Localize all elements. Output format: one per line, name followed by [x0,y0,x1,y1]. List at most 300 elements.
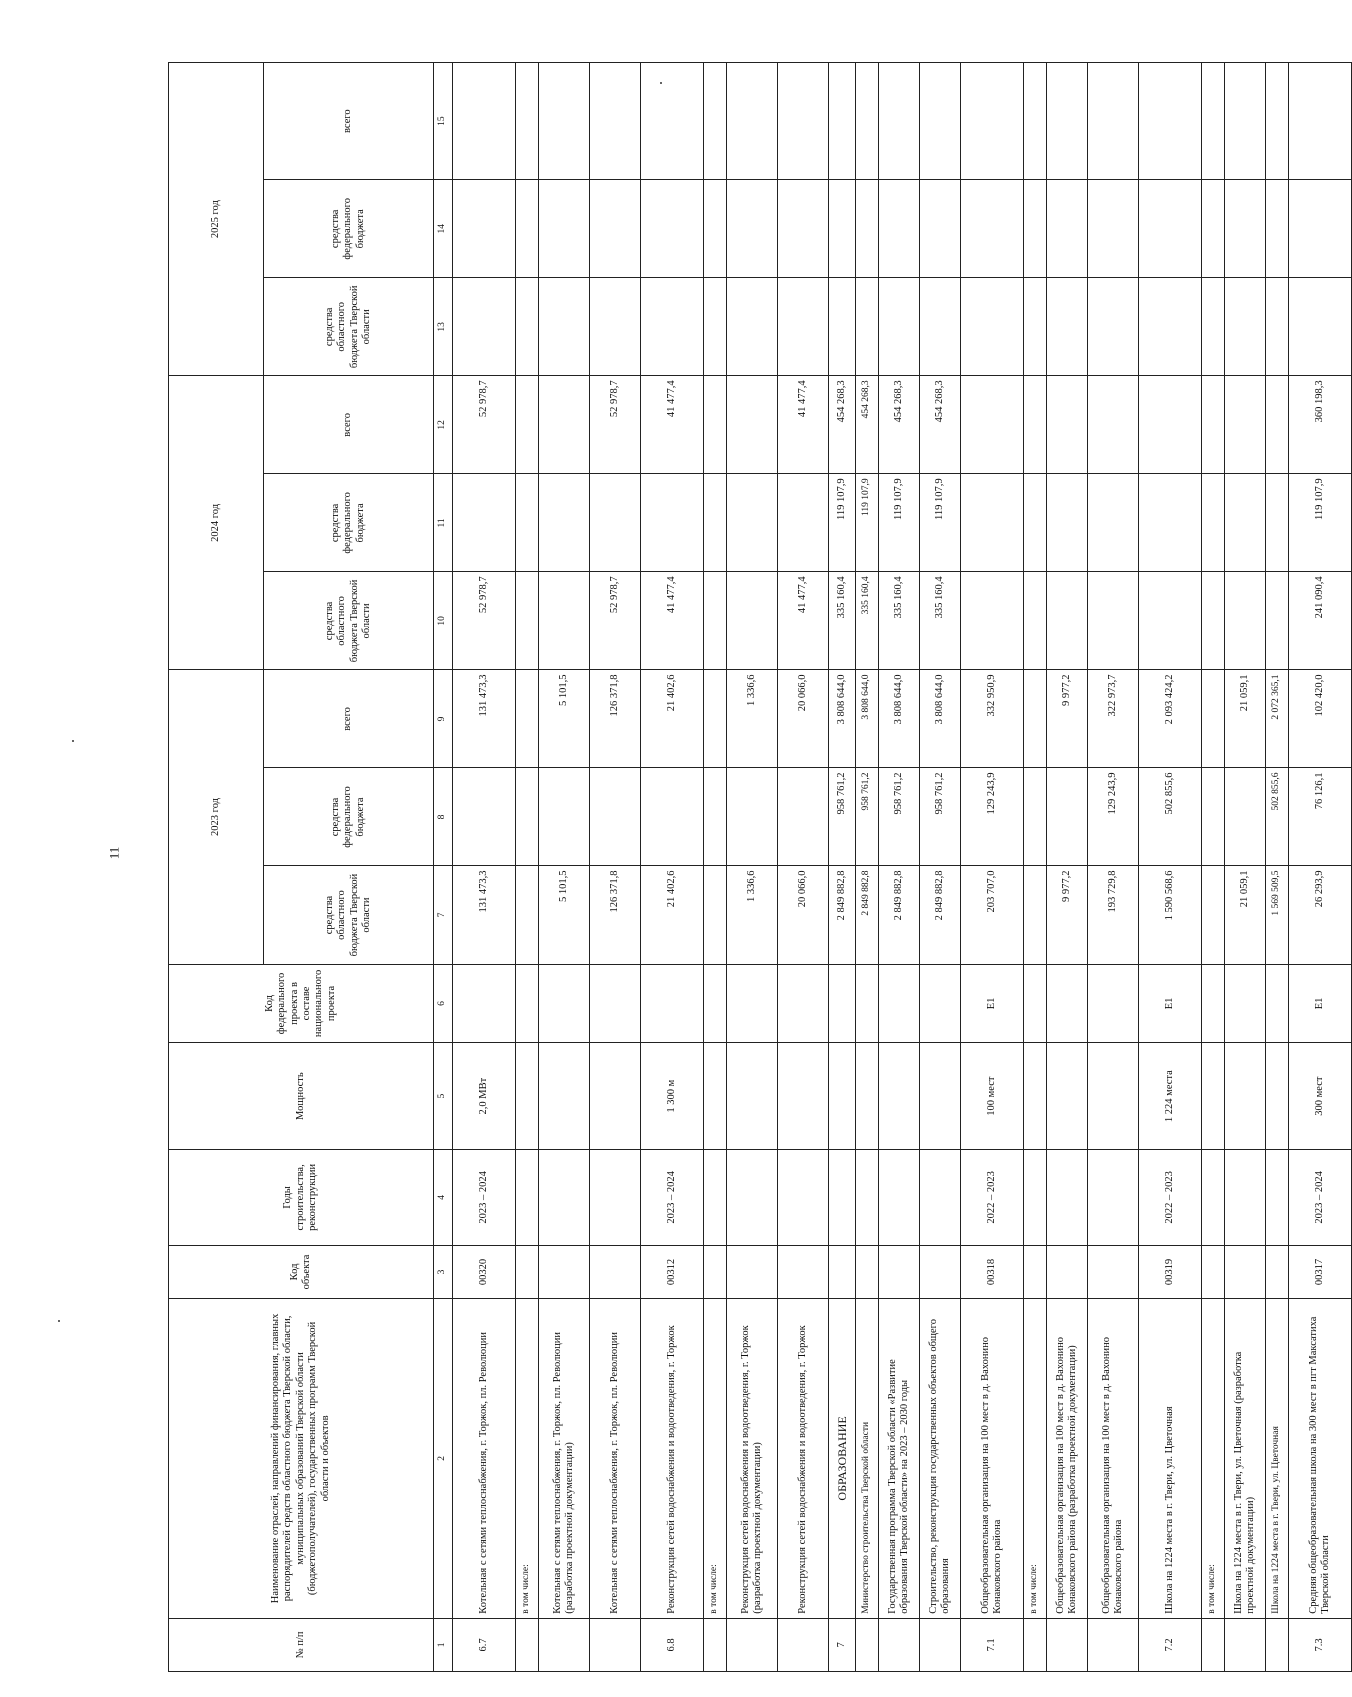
cell-2024-total: 41 477,4 [778,376,829,474]
cell-object-code [727,1245,778,1298]
header-name: Наименование отраслей, направлений финансирования, главных распорядителей средств областного бюджета Тверской области, муниципальных образований Тверской области (бюджетополучателей), государственных программ Тверской области и объектов [169,1299,434,1619]
cell-project-code [590,964,641,1043]
cell-project-code [1266,964,1289,1043]
table-row [920,63,961,1672]
column-number: 9 [434,670,453,768]
cell-2024-regional [961,572,1024,670]
cell-2025-total [727,63,778,180]
cell-2023-total: 1 336,6 [727,670,778,768]
header-regional: средства областного бюджета Тверской области [264,572,434,670]
table-row [961,63,1024,1672]
cell-2025-federal [778,180,829,278]
cell-2024-federal [590,474,641,572]
cell-capacity [539,1043,590,1150]
cell-2023-regional: 126 371,8 [590,866,641,964]
cell-2024-federal [1225,474,1266,572]
cell-project-code [879,964,920,1043]
cell-2024-total: 52 978,7 [453,376,516,474]
cell-2023-total [516,670,539,768]
cell-capacity [727,1043,778,1150]
cell-2023-total: 20 066,0 [778,670,829,768]
cell-2023-regional: 2 849 882,8 [829,866,856,964]
cell-years [1202,1149,1225,1245]
cell-name: Средняя общеобразовательная школа на 300 мест в пгт Максатиха Тверской области [1289,1299,1352,1619]
cell-2024-regional [1139,572,1202,670]
cell-2023-total: 126 371,8 [590,670,641,768]
cell-years: 2022 – 2023 [961,1149,1024,1245]
table-row [516,63,539,1672]
cell-2025-federal [1024,180,1047,278]
cell-num [1202,1618,1225,1671]
header-year-2023: 2023 год [169,670,264,964]
cell-2023-regional: 1 569 509,5 [1266,866,1289,964]
cell-name: в том числе: [1202,1299,1225,1619]
cell-2025-regional [727,278,778,376]
cell-2023-federal: 502 855,6 [1266,768,1289,866]
cell-2025-total [778,63,829,180]
cell-2024-total: 52 978,7 [590,376,641,474]
cell-num [1088,1618,1139,1671]
table-row [829,63,856,1672]
cell-object-code: 00319 [1139,1245,1202,1298]
cell-2024-regional: 241 090,4 [1289,572,1352,670]
cell-num [1266,1618,1289,1671]
cell-2024-regional: 335 160,4 [920,572,961,670]
cell-2024-regional [539,572,590,670]
cell-2025-regional [829,278,856,376]
cell-2023-regional: 5 101,5 [539,866,590,964]
cell-2025-regional [1289,278,1352,376]
cell-2025-total [1047,63,1088,180]
cell-num [590,1618,641,1671]
cell-2023-total [704,670,727,768]
cell-2025-regional [1202,278,1225,376]
cell-2024-federal: 119 107,9 [829,474,856,572]
cell-project-code [539,964,590,1043]
cell-num [727,1618,778,1671]
page-number: 11 [106,846,122,860]
cell-2025-federal [829,180,856,278]
cell-num [704,1618,727,1671]
table-row [727,63,778,1672]
column-number: 11 [434,474,453,572]
cell-object-code [1225,1245,1266,1298]
cell-2023-federal [778,768,829,866]
cell-2023-regional [516,866,539,964]
cell-2025-federal [1047,180,1088,278]
cell-2023-federal [704,768,727,866]
cell-years: 2023 – 2024 [641,1149,704,1245]
cell-name: в том числе: [516,1299,539,1619]
cell-years [1266,1149,1289,1245]
cell-2025-regional [516,278,539,376]
column-number: 15 [434,63,453,180]
cell-num: 6.7 [453,1618,516,1671]
cell-2024-regional [1024,572,1047,670]
cell-2023-total: 322 973,7 [1088,670,1139,768]
cell-2024-regional [516,572,539,670]
cell-2024-federal [778,474,829,572]
cell-project-code [453,964,516,1043]
cell-project-code [778,964,829,1043]
cell-capacity: 100 мест [961,1043,1024,1150]
cell-2023-federal: 129 243,9 [1088,768,1139,866]
cell-capacity [856,1043,879,1150]
table-row [1225,63,1266,1672]
cell-2025-regional [879,278,920,376]
cell-object-code [1266,1245,1289,1298]
cell-project-code [704,964,727,1043]
cell-2025-federal [1139,180,1202,278]
cell-project-code [920,964,961,1043]
cell-2025-federal [1202,180,1225,278]
cell-2025-federal [1289,180,1352,278]
cell-2024-federal [539,474,590,572]
cell-2025-regional [641,278,704,376]
table-row [778,63,829,1672]
column-number: 6 [434,964,453,1043]
cell-project-code: Е1 [1289,964,1352,1043]
cell-2024-federal [1047,474,1088,572]
cell-2023-total: 3 808 644,0 [920,670,961,768]
cell-2024-federal: 119 107,9 [920,474,961,572]
cell-2024-regional [1266,572,1289,670]
cell-project-code: Е1 [961,964,1024,1043]
cell-2025-total [641,63,704,180]
table-row [590,63,641,1672]
cell-2024-federal [1088,474,1139,572]
cell-2025-total [516,63,539,180]
cell-2025-total [453,63,516,180]
cell-name: Реконструкция сетей водоснабжения и водоотведения, г. Торжок [641,1299,704,1619]
cell-2023-regional: 20 066,0 [778,866,829,964]
cell-project-code [1225,964,1266,1043]
cell-2023-total: 21 402,6 [641,670,704,768]
table-row [1266,63,1289,1672]
cell-2023-federal [516,768,539,866]
cell-capacity [1225,1043,1266,1150]
column-number: 3 [434,1245,453,1298]
cell-2024-federal [1024,474,1047,572]
cell-2025-total [856,63,879,180]
column-number: 7 [434,866,453,964]
cell-capacity [590,1043,641,1150]
column-number: 2 [434,1299,453,1619]
cell-2025-total [879,63,920,180]
cell-2025-federal [856,180,879,278]
cell-2024-total: 454 268,3 [856,376,879,474]
cell-capacity [516,1043,539,1150]
cell-2025-regional [1266,278,1289,376]
cell-2025-total [1289,63,1352,180]
cell-project-code [1024,964,1047,1043]
cell-capacity: 1 300 м [641,1043,704,1150]
header-project-code: Код федерального проекта в составе национального проекта [169,964,434,1043]
cell-2025-federal [1225,180,1266,278]
cell-2025-total [1088,63,1139,180]
cell-2024-federal [727,474,778,572]
table-row [1088,63,1139,1672]
header-federal: средства федерального бюджета [264,768,434,866]
header-regional: средства областного бюджета Тверской области [264,278,434,376]
cell-years [1047,1149,1088,1245]
cell-2024-total [516,376,539,474]
cell-capacity [704,1043,727,1150]
cell-years [829,1149,856,1245]
cell-project-code: Е1 [1139,964,1202,1043]
cell-years: 2022 – 2023 [1139,1149,1202,1245]
table-row [1047,63,1088,1672]
cell-2025-regional [1047,278,1088,376]
cell-2024-total [1225,376,1266,474]
cell-project-code [516,964,539,1043]
cell-2025-regional [920,278,961,376]
cell-2024-regional: 335 160,4 [856,572,879,670]
cell-name: Общеобразовательная организация на 100 мест в д. Вахонино Конаковского района [961,1299,1024,1619]
cell-2025-federal [704,180,727,278]
cell-2024-total [1088,376,1139,474]
cell-2023-regional: 9 977,2 [1047,866,1088,964]
cell-name: Школа на 1224 места в г. Твери, ул. Цветочная (разработка проектной документации) [1225,1299,1266,1619]
cell-num: 6.8 [641,1618,704,1671]
cell-project-code [1047,964,1088,1043]
cell-2024-regional: 52 978,7 [453,572,516,670]
cell-2024-regional: 41 477,4 [641,572,704,670]
cell-years: 2023 – 2024 [1289,1149,1352,1245]
cell-2024-regional [1047,572,1088,670]
cell-capacity [1202,1043,1225,1150]
cell-name: Государственная программа Тверской области «Развитие образования Тверской области» на 2023 – 2030 годы [879,1299,920,1619]
cell-2024-regional [1088,572,1139,670]
cell-project-code [856,964,879,1043]
table-row [704,63,727,1672]
cell-2025-federal [539,180,590,278]
cell-2025-regional [1139,278,1202,376]
column-number: 12 [434,376,453,474]
cell-2024-total [1139,376,1202,474]
cell-2023-federal [727,768,778,866]
cell-2025-federal [641,180,704,278]
cell-2023-regional: 203 707,0 [961,866,1024,964]
cell-2024-total: 454 268,3 [879,376,920,474]
cell-2025-regional [856,278,879,376]
header-num: № п/п [169,1618,434,1671]
cell-2025-regional [1225,278,1266,376]
cell-object-code [590,1245,641,1298]
cell-num [778,1618,829,1671]
cell-name: Общеобразовательная организация на 100 мест в д. Вахонино Конаковского района [1088,1299,1139,1619]
cell-2025-regional [961,278,1024,376]
cell-2023-total: 102 420,0 [1289,670,1352,768]
cell-2025-regional [704,278,727,376]
cell-name: в том числе: [704,1299,727,1619]
cell-name: Котельная с сетями теплоснабжения, г. Торжок, пл. Революции [453,1299,516,1619]
cell-2023-regional [1024,866,1047,964]
cell-object-code [704,1245,727,1298]
cell-2025-federal [1088,180,1139,278]
column-number: 13 [434,278,453,376]
cell-object-code [856,1245,879,1298]
cell-2023-total: 332 950,9 [961,670,1024,768]
cell-years [516,1149,539,1245]
cell-2023-federal: 76 126,1 [1289,768,1352,866]
cell-2024-total [704,376,727,474]
cell-num: 7.2 [1139,1618,1202,1671]
cell-2024-regional: 335 160,4 [829,572,856,670]
cell-capacity [829,1043,856,1150]
cell-years [590,1149,641,1245]
header-total: всего [264,670,434,768]
cell-years [539,1149,590,1245]
table-row [1024,63,1047,1672]
cell-2024-regional [727,572,778,670]
table-body [453,63,1352,1672]
cell-2024-total [1202,376,1225,474]
cell-2023-federal [539,768,590,866]
cell-2024-regional: 41 477,4 [778,572,829,670]
cell-2025-total [1225,63,1266,180]
cell-2025-federal [453,180,516,278]
cell-2023-federal [1024,768,1047,866]
cell-num [516,1618,539,1671]
cell-object-code: 00312 [641,1245,704,1298]
cell-2023-total [1202,670,1225,768]
cell-2025-total [829,63,856,180]
cell-2025-total [590,63,641,180]
cell-name: Реконструкция сетей водоснабжения и водоотведения, г. Торжок (разработка проектной документации) [727,1299,778,1619]
table-row [539,63,590,1672]
cell-2025-regional [1088,278,1139,376]
cell-2023-regional: 21 402,6 [641,866,704,964]
cell-project-code [641,964,704,1043]
cell-name: Реконструкция сетей водоснабжения и водоотведения, г. Торжок [778,1299,829,1619]
table-row [1202,63,1225,1672]
cell-name: ОБРАЗОВАНИЕ [829,1299,856,1619]
budget-table-frame [168,62,1331,1672]
cell-num: 7.3 [1289,1618,1352,1671]
cell-object-code [1088,1245,1139,1298]
cell-2024-regional: 52 978,7 [590,572,641,670]
cell-2023-regional: 21 059,1 [1225,866,1266,964]
cell-years [1225,1149,1266,1245]
cell-2024-total [1047,376,1088,474]
column-number: 5 [434,1043,453,1150]
cell-project-code [727,964,778,1043]
cell-2024-federal [641,474,704,572]
cell-num [539,1618,590,1671]
cell-years: 2023 – 2024 [453,1149,516,1245]
cell-object-code [1024,1245,1047,1298]
budget-table [168,62,1352,1672]
cell-object-code: 00317 [1289,1245,1352,1298]
cell-name: Котельная с сетями теплоснабжения, г. Торжок, пл. Революции (разработка проектной документации) [539,1299,590,1619]
cell-2023-total: 131 473,3 [453,670,516,768]
cell-2024-total [961,376,1024,474]
column-number: 10 [434,572,453,670]
cell-years [727,1149,778,1245]
cell-years [879,1149,920,1245]
column-number: 4 [434,1149,453,1245]
cell-2023-regional: 1 590 568,6 [1139,866,1202,964]
cell-project-code [1088,964,1139,1043]
cell-name: Школа на 1224 места в г. Твери, ул. Цветочная [1139,1299,1202,1619]
cell-2025-federal [1266,180,1289,278]
cell-2023-regional: 131 473,3 [453,866,516,964]
table-row [453,63,516,1672]
cell-2023-regional: 26 293,9 [1289,866,1352,964]
cell-capacity: 1 224 места [1139,1043,1202,1150]
cell-2024-federal [453,474,516,572]
header-year-2025: 2025 год [169,63,264,376]
cell-num [1024,1618,1047,1671]
cell-2024-total [727,376,778,474]
cell-object-code [516,1245,539,1298]
cell-num [1047,1618,1088,1671]
cell-object-code [539,1245,590,1298]
cell-2025-total [539,63,590,180]
cell-2025-federal [961,180,1024,278]
cell-2023-federal: 958 761,2 [829,768,856,866]
cell-2025-federal [516,180,539,278]
cell-2024-total: 454 268,3 [829,376,856,474]
cell-2023-federal: 129 243,9 [961,768,1024,866]
cell-2023-total: 3 808 644,0 [856,670,879,768]
cell-object-code: 00320 [453,1245,516,1298]
cell-years [1088,1149,1139,1245]
cell-2025-total [1139,63,1202,180]
cell-2023-regional: 2 849 882,8 [856,866,879,964]
cell-2023-federal: 958 761,2 [856,768,879,866]
cell-2023-federal [453,768,516,866]
cell-num [856,1618,879,1671]
header-total: всего [264,376,434,474]
cell-2023-federal [1225,768,1266,866]
cell-2024-federal: 119 107,9 [856,474,879,572]
cell-2024-federal [1202,474,1225,572]
cell-object-code [778,1245,829,1298]
cell-object-code [1202,1245,1225,1298]
cell-num: 7 [829,1618,856,1671]
cell-capacity: 2,0 МВт [453,1043,516,1150]
cell-object-code [920,1245,961,1298]
cell-years [778,1149,829,1245]
header-years: Годы строительства, реконструкции [169,1149,434,1245]
cell-capacity [1266,1043,1289,1150]
cell-2023-total: 21 059,1 [1225,670,1266,768]
cell-capacity [1024,1043,1047,1150]
cell-2025-total [920,63,961,180]
cell-capacity [879,1043,920,1150]
cell-name: Министерство строительства Тверской области [856,1299,879,1619]
cell-num: 7.1 [961,1618,1024,1671]
cell-2023-federal: 958 761,2 [879,768,920,866]
cell-object-code [879,1245,920,1298]
cell-name: Строительство, реконструкция государственных объектов общего образования [920,1299,961,1619]
column-number: 14 [434,180,453,278]
cell-object-code: 00318 [961,1245,1024,1298]
header-regional: средства областного бюджета Тверской области [264,866,434,964]
cell-2025-regional [1024,278,1047,376]
cell-years [920,1149,961,1245]
scan-speck [58,1320,60,1322]
cell-years [1024,1149,1047,1245]
cell-2024-regional [704,572,727,670]
cell-2023-total: 9 977,2 [1047,670,1088,768]
cell-2024-total: 360 198,3 [1289,376,1352,474]
cell-2025-federal [879,180,920,278]
cell-2024-federal: 119 107,9 [1289,474,1352,572]
cell-2023-total: 5 101,5 [539,670,590,768]
